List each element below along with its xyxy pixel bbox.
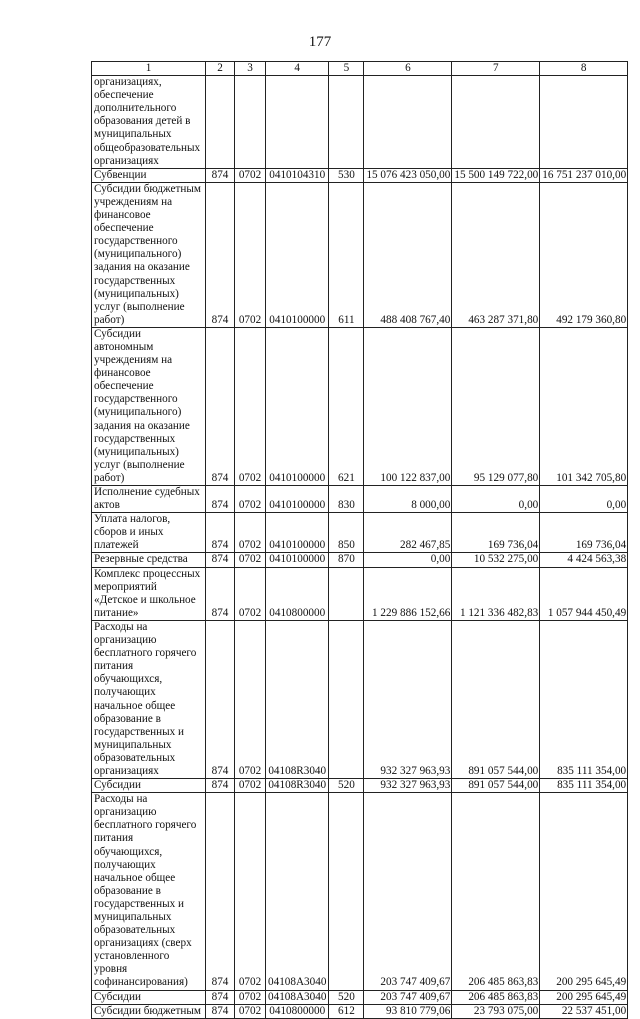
cell-amount-6 [364, 76, 452, 169]
cell-expense-type [329, 567, 364, 620]
cell-expense-type [329, 793, 364, 990]
cell-amount-7: 206 485 863,83 [452, 990, 540, 1004]
cell-admin-code: 874 [206, 1004, 235, 1018]
cell-admin-code: 874 [206, 990, 235, 1004]
cell-section: 0702 [235, 486, 266, 513]
cell-expense-type: 530 [329, 168, 364, 182]
row-name: Субсидии [92, 990, 206, 1004]
cell-admin-code: 874 [206, 486, 235, 513]
cell-amount-7: 169 736,04 [452, 513, 540, 553]
cell-amount-7: 206 485 863,83 [452, 793, 540, 990]
cell-section: 0702 [235, 553, 266, 567]
cell-amount-7: 10 532 275,00 [452, 553, 540, 567]
cell-amount-7 [452, 76, 540, 169]
cell-target-article: 0410100000 [266, 327, 329, 485]
cell-target-article: 0410100000 [266, 513, 329, 553]
cell-section [235, 76, 266, 169]
cell-target-article: 0410800000 [266, 1004, 329, 1018]
row-name: Субсидии [92, 779, 206, 793]
row-name: Субсидии автономным учреждениям на финансовое обеспечение государственного (муниципального) задания на оказание государственных (муниципальных) услуг (выполнение работ) [92, 327, 206, 485]
cell-expense-type: 612 [329, 1004, 364, 1018]
cell-amount-8: 200 295 645,49 [540, 793, 628, 990]
cell-amount-8: 835 111 354,00 [540, 779, 628, 793]
cell-expense-type: 520 [329, 990, 364, 1004]
cell-admin-code: 874 [206, 567, 235, 620]
cell-expense-type: 850 [329, 513, 364, 553]
cell-admin-code [206, 76, 235, 169]
cell-target-article: 04108R3040 [266, 779, 329, 793]
cell-target-article: 04108A3040 [266, 793, 329, 990]
table-row [92, 182, 628, 327]
table-row [92, 513, 628, 553]
cell-expense-type: 870 [329, 553, 364, 567]
cell-amount-8: 0,00 [540, 486, 628, 513]
cell-admin-code: 874 [206, 620, 235, 778]
cell-section: 0702 [235, 779, 266, 793]
table-row [92, 779, 628, 793]
col-header-6: 6 [364, 62, 452, 76]
cell-section: 0702 [235, 620, 266, 778]
table-row [92, 168, 628, 182]
cell-section: 0702 [235, 327, 266, 485]
page-number: 177 [308, 34, 332, 50]
cell-amount-6: 15 076 423 050,00 [364, 168, 452, 182]
cell-amount-7: 891 057 544,00 [452, 620, 540, 778]
col-header-4: 4 [266, 62, 329, 76]
table-row [92, 327, 628, 485]
cell-amount-7: 95 129 077,80 [452, 327, 540, 485]
header-row [92, 62, 628, 76]
cell-admin-code: 874 [206, 793, 235, 990]
table-row [92, 620, 628, 778]
row-name: Уплата налогов, сборов и иных платежей [92, 513, 206, 553]
row-name: Расходы на организацию бесплатного горячего питания обучающихся, получающих начальное общее образование в государственных и муниципальных образовательных организациях (сверх установленного уровня софинансирования) [92, 793, 206, 990]
cell-admin-code: 874 [206, 779, 235, 793]
cell-amount-6: 93 810 779,06 [364, 1004, 452, 1018]
cell-amount-8: 1 057 944 450,49 [540, 567, 628, 620]
table-row [92, 486, 628, 513]
cell-amount-7: 1 121 336 482,83 [452, 567, 540, 620]
cell-amount-7: 463 287 371,80 [452, 182, 540, 327]
cell-amount-7: 23 793 075,00 [452, 1004, 540, 1018]
table-row [92, 553, 628, 567]
cell-admin-code: 874 [206, 513, 235, 553]
cell-target-article [266, 76, 329, 169]
col-header-8: 8 [540, 62, 628, 76]
cell-amount-8: 835 111 354,00 [540, 620, 628, 778]
row-name: Резервные средства [92, 553, 206, 567]
cell-amount-7: 891 057 544,00 [452, 779, 540, 793]
cell-amount-8: 16 751 237 010,00 [540, 168, 628, 182]
table-row [92, 990, 628, 1004]
cell-target-article: 04108A3040 [266, 990, 329, 1004]
cell-amount-6: 203 747 409,67 [364, 793, 452, 990]
cell-section: 0702 [235, 1004, 266, 1018]
cell-amount-7: 0,00 [452, 486, 540, 513]
col-header-7: 7 [452, 62, 540, 76]
cell-amount-6: 0,00 [364, 553, 452, 567]
cell-expense-type: 621 [329, 327, 364, 485]
row-name: Комплекс процессных мероприятий «Детское и школьное питание» [92, 567, 206, 620]
cell-amount-8: 492 179 360,80 [540, 182, 628, 327]
cell-expense-type: 830 [329, 486, 364, 513]
cell-amount-8: 22 537 451,00 [540, 1004, 628, 1018]
cell-amount-6: 203 747 409,67 [364, 990, 452, 1004]
cell-amount-6: 1 229 886 152,66 [364, 567, 452, 620]
cell-target-article: 0410100000 [266, 182, 329, 327]
cell-expense-type: 520 [329, 779, 364, 793]
cell-expense-type: 611 [329, 182, 364, 327]
col-header-5: 5 [329, 62, 364, 76]
cell-section: 0702 [235, 990, 266, 1004]
cell-admin-code: 874 [206, 168, 235, 182]
row-name: Субсидии бюджетным учреждениям на финансовое обеспечение государственного (муниципального) задания на оказание государственных (муниципальных) услуг (выполнение работ) [92, 182, 206, 327]
cell-admin-code: 874 [206, 327, 235, 485]
cell-amount-6: 488 408 767,40 [364, 182, 452, 327]
cell-target-article: 04108R3040 [266, 620, 329, 778]
cell-expense-type [329, 76, 364, 169]
table-row [92, 1004, 628, 1018]
row-name: Субвенции [92, 168, 206, 182]
cell-section: 0702 [235, 182, 266, 327]
row-name: Субсидии бюджетным [92, 1004, 206, 1018]
cell-amount-7: 15 500 149 722,00 [452, 168, 540, 182]
table-row [92, 567, 628, 620]
cell-section: 0702 [235, 513, 266, 553]
cell-section: 0702 [235, 168, 266, 182]
cell-section: 0702 [235, 567, 266, 620]
col-header-2: 2 [206, 62, 235, 76]
cell-amount-6: 282 467,85 [364, 513, 452, 553]
cell-amount-8: 101 342 705,80 [540, 327, 628, 485]
table-row [92, 76, 628, 169]
row-name: организациях, обеспечение дополнительного образования детей в муниципальных общеобразовательных организациях [92, 76, 206, 169]
cell-target-article: 0410800000 [266, 567, 329, 620]
cell-amount-8: 4 424 563,38 [540, 553, 628, 567]
table-row [92, 793, 628, 990]
row-name: Исполнение судебных актов [92, 486, 206, 513]
budget-table [91, 61, 628, 1019]
cell-amount-8 [540, 76, 628, 169]
cell-amount-8: 169 736,04 [540, 513, 628, 553]
cell-amount-8: 200 295 645,49 [540, 990, 628, 1004]
cell-section: 0702 [235, 793, 266, 990]
cell-amount-6: 100 122 837,00 [364, 327, 452, 485]
cell-target-article: 0410100000 [266, 486, 329, 513]
col-header-3: 3 [235, 62, 266, 76]
cell-target-article: 0410104310 [266, 168, 329, 182]
cell-expense-type [329, 620, 364, 778]
row-name: Расходы на организацию бесплатного горячего питания обучающихся, получающих начальное общее образование в государственных и муниципальных образовательных организациях [92, 620, 206, 778]
cell-amount-6: 932 327 963,93 [364, 779, 452, 793]
cell-amount-6: 932 327 963,93 [364, 620, 452, 778]
cell-amount-6: 8 000,00 [364, 486, 452, 513]
col-header-1: 1 [92, 62, 206, 76]
cell-admin-code: 874 [206, 553, 235, 567]
cell-admin-code: 874 [206, 182, 235, 327]
cell-target-article: 0410100000 [266, 553, 329, 567]
